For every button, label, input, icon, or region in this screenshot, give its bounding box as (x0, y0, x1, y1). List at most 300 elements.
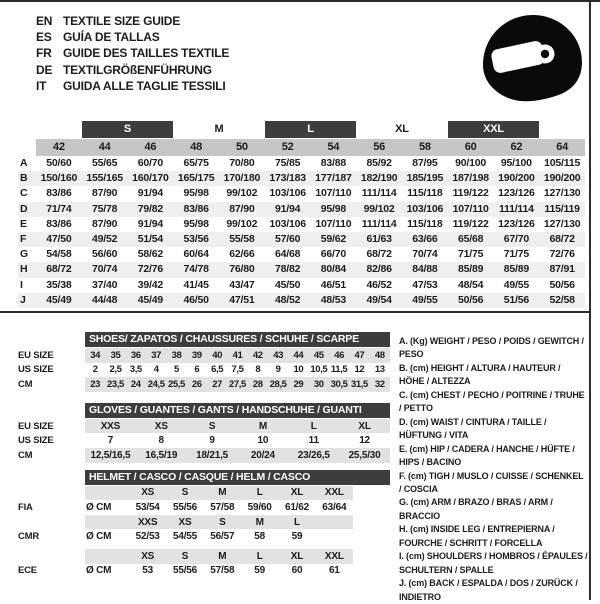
shoes-size-cell: 41 (232, 349, 243, 361)
size-value-cell: 105/115 (544, 157, 581, 169)
standard-label: ECE (18, 565, 37, 577)
measurement-row-E (18, 217, 585, 232)
size-value-cell: 103/106 (269, 217, 306, 230)
size-value-cell: 47/50 (46, 232, 72, 245)
legend-item: B. (cm) HEIGHT / ALTURA / HAUTEUR / HÖHE / ALTEZZA (399, 362, 561, 387)
shoes-size-cell: 4 (153, 364, 159, 376)
size-value-cell: 95/100 (500, 157, 532, 169)
size-value-cell: 71/74 (46, 202, 72, 215)
helmet-size-cell: XL (290, 487, 304, 499)
legend-item: A. (Kg) WEIGHT / PESO / POIDS / GEWITCH / PESO (399, 336, 584, 360)
size-value-cell: 95/98 (183, 217, 209, 230)
helmet-size-cell: S (219, 516, 226, 528)
size-value-cell: 72/76 (549, 248, 575, 261)
size-header-cell: 60 (448, 139, 494, 156)
size-value-cell: 46/50 (183, 293, 209, 306)
size-value-cell: 111/114 (361, 217, 397, 230)
helmet-size-cell: S (181, 550, 189, 562)
size-value-cell: 71/75 (503, 248, 530, 261)
guide-title-row (36, 78, 229, 94)
size-value-cell: 45/49 (46, 293, 72, 306)
measurement-row-B (18, 171, 585, 186)
size-value-cell: 187/198 (452, 172, 489, 185)
guide-title-row (36, 13, 229, 29)
fia-sizes (85, 486, 353, 501)
gloves-us-row (18, 433, 390, 448)
shoes-size-cell: 3,5 (129, 364, 142, 376)
shoes-size-cell: 45 (313, 349, 324, 361)
shoes-size-cell: 48 (374, 349, 385, 361)
row-label: CM (18, 449, 33, 461)
size-value-cell: 58/62 (137, 248, 164, 261)
measurement-rows (18, 156, 585, 308)
shoes-size-cell: 12 (354, 364, 365, 376)
size-value-cell: 46/52 (366, 278, 392, 291)
shoes-size-cell: 46 (334, 349, 344, 361)
size-value-cell: 115/118 (407, 217, 443, 230)
size-header-cell: 62 (494, 139, 540, 156)
size-value-cell: 71/75 (457, 248, 484, 261)
gloves-size-cell: 16,5/19 (145, 449, 178, 461)
gloves-size-cell: XL (358, 420, 371, 432)
gloves-cm-cells (85, 448, 390, 463)
helmet-value-cell: 57/58 (210, 565, 235, 577)
shoes-size-cell: 43 (273, 349, 283, 361)
shoes-size-cell: 27 (212, 378, 223, 390)
size-value-cell: 68/72 (366, 248, 392, 261)
size-value-cell: 68/72 (549, 232, 575, 245)
size-value-cell: 91/94 (137, 217, 164, 230)
size-value-cell: 87/90 (229, 202, 255, 215)
size-value-cell: 75/85 (274, 157, 301, 169)
size-value-cell: 83/86 (46, 217, 72, 230)
legend-item: G. (cm) ARM / BRAZO / BRAS / ARM / BRACCIO (399, 497, 553, 521)
size-value-cell: 79/82 (137, 202, 164, 215)
size-value-cell: 111/114 (498, 202, 534, 215)
shoes-us-row (18, 363, 390, 378)
shoes-size-cell: 7,5 (231, 364, 244, 376)
cmr-sizes-row (18, 515, 390, 530)
size-value-cell: 173/183 (269, 172, 306, 185)
helmet-size-cell: M (218, 550, 227, 562)
size-value-cell: 87/90 (91, 187, 118, 200)
size-value-cell: 84/88 (412, 263, 438, 276)
size-value-cell: 51/56 (503, 293, 530, 306)
size-value-cell: 62/66 (229, 248, 255, 261)
size-value-cell: 52/58 (549, 293, 575, 306)
size-value-cell: 70/74 (412, 248, 438, 261)
size-value-cell: 66/70 (320, 248, 347, 261)
shoes-size-table (18, 332, 390, 392)
measurement-row-G (18, 247, 585, 262)
helmet-size-cell: L (256, 550, 263, 562)
section-divider-line (0, 311, 591, 313)
size-value-cell: 119/122 (452, 187, 489, 200)
row-label: E (20, 217, 27, 230)
size-value-cell: 49/54 (366, 293, 392, 306)
size-value-cell: 51/54 (137, 232, 164, 245)
group-row-spacer (539, 121, 585, 138)
shoes-size-cell: 25,5 (168, 378, 185, 390)
size-value-cell: 83/86 (183, 202, 209, 215)
gloves-size-cell: 11 (308, 435, 319, 447)
size-value-cell: 50/56 (549, 278, 575, 291)
size-value-cell: 103/106 (269, 187, 306, 200)
gloves-size-cell: XXS (100, 420, 121, 432)
gloves-size-cell: 18/21,5 (196, 449, 229, 461)
size-value-cell: 87/91 (549, 263, 575, 276)
size-header-cell: 44 (82, 139, 128, 156)
helmet-table-title: HELMET / CASCO / CASQUE / HELM / CASCO (85, 470, 390, 485)
racing-helmet-icon (479, 12, 587, 106)
size-value-cell: 48/52 (274, 293, 301, 306)
size-header-cell: 42 (36, 139, 82, 156)
shoes-size-cell: 32 (374, 378, 385, 390)
size-value-cell: 190/200 (498, 172, 535, 185)
legend-item: C. (cm) CHEST / PECHO / POITRINE / TRUHE / PETTO (399, 389, 585, 414)
ece-values (85, 564, 353, 579)
fia-sizes-row (18, 486, 390, 501)
size-header-cell: 56 (356, 139, 402, 156)
helmet-value-cell: 57/58 (210, 501, 235, 513)
gloves-size-cell: 12,5/16,5 (90, 449, 131, 461)
helmet-value-cell: 58 (254, 531, 266, 543)
size-group-M: M (214, 123, 224, 135)
size-value-cell: 37/40 (91, 278, 118, 291)
gloves-size-table (18, 403, 390, 463)
fia-values-row (18, 500, 390, 515)
helmet-size-cell: XXS (137, 516, 158, 528)
guide-title-row (36, 62, 229, 78)
size-value-cell: 65/75 (183, 157, 209, 169)
size-value-cell: 160/170 (132, 172, 169, 185)
size-value-cell: 70/74 (91, 263, 118, 276)
ece-sizes (85, 549, 353, 564)
shoes-size-cell: 26 (191, 378, 202, 390)
size-value-cell: 76/80 (229, 263, 255, 276)
measurement-row-J (18, 293, 585, 308)
row-label: G (20, 248, 28, 261)
helmet-value-cell: 63/64 (322, 501, 347, 513)
shoes-eu-cells (85, 348, 390, 363)
legend-item: I. (cm) SHOULDERS / HOMBROS / ÉPAULES / SCHULTERN / SPALLE (399, 551, 588, 575)
gloves-size-cell: 7 (107, 435, 114, 447)
row-label: CM (18, 378, 33, 390)
gloves-size-cell: 8 (158, 435, 164, 447)
size-header-cells (36, 139, 585, 156)
helmet-value-cell: 56/57 (210, 531, 235, 543)
size-value-cell: 63/66 (412, 232, 438, 245)
size-value-cell: 111/114 (361, 187, 397, 200)
shoes-eu-row (18, 348, 390, 363)
guide-title-row (36, 45, 229, 61)
helmet-size-cell: XXL (324, 550, 344, 562)
gloves-size-cell: XS (154, 420, 168, 432)
diameter-unit: Ø CM (86, 531, 112, 543)
gloves-size-cell: 20/24 (250, 449, 275, 461)
shoes-size-cell: 31,5 (350, 378, 368, 390)
measurement-row-I (18, 278, 585, 293)
shoes-size-cell: 35 (110, 349, 121, 361)
size-value-cell: 83/88 (320, 157, 347, 169)
size-value-cell: 99/102 (226, 187, 258, 200)
size-header-row (18, 139, 585, 156)
shoes-size-cell: 28,5 (269, 378, 287, 390)
size-value-cell: 123/126 (498, 217, 535, 230)
size-value-cell: 95/98 (183, 187, 209, 200)
helmet-value-cell: 53/54 (135, 501, 160, 513)
helmet-value-cell: 52/53 (135, 531, 160, 543)
size-value-cell: 61/63 (366, 232, 392, 245)
gloves-size-cell: 12 (359, 435, 370, 447)
size-value-cell: 115/118 (407, 187, 443, 200)
shoes-size-cell: 9 (275, 364, 281, 376)
size-value-cell: 60/64 (183, 248, 209, 261)
size-group-XXL: XXL (448, 121, 540, 138)
row-label: D (20, 202, 28, 215)
size-value-cell: 45/49 (137, 293, 164, 306)
size-value-cell: 45/50 (274, 278, 301, 291)
helmet-size-cell: XS (141, 487, 155, 499)
size-value-cell: 72/76 (137, 263, 164, 276)
cmr-values (85, 529, 353, 544)
size-value-cell: 99/102 (226, 217, 258, 230)
size-value-cell: 49/55 (412, 293, 438, 306)
size-value-cell: 91/94 (274, 202, 301, 215)
shoes-size-cell: 2,5 (109, 364, 122, 376)
shoes-size-cell: 42 (252, 349, 263, 361)
helmet-value-cell: 55/56 (172, 501, 197, 513)
language-code: IT (36, 78, 47, 93)
size-value-cell: 78/82 (274, 263, 301, 276)
size-value-cell: 60/70 (137, 157, 164, 169)
size-value-cell: 80/84 (320, 263, 347, 276)
size-value-cell: 107/110 (315, 187, 352, 200)
size-header-cell: 46 (128, 139, 174, 156)
legend-item: H. (cm) INSIDE LEG / ENTREPIERNA / FOURCHE / SCHRITT / FORCELLA (399, 524, 555, 548)
size-value-cell: 48/53 (320, 293, 347, 306)
size-header-label-spacer (18, 139, 36, 156)
size-value-cell: 170/180 (223, 172, 261, 185)
shoes-size-cell: 10 (293, 364, 304, 376)
shoes-size-cell: 6 (194, 364, 200, 376)
guide-title: GUÍA DE TALLAS (63, 30, 160, 45)
gloves-size-cell: L (310, 420, 317, 432)
guide-title: TEXTILE SIZE GUIDE (63, 14, 181, 28)
gloves-eu-cells (85, 419, 390, 434)
group-row-label-spacer (18, 121, 36, 138)
size-value-cell: 50/60 (46, 157, 72, 169)
size-value-cell: 47/51 (229, 293, 255, 306)
size-value-cell: 68/72 (46, 263, 72, 276)
legend-item: J. (cm) BACK / ESPALDA / DOS / ZURÜCK / INDIETRO (399, 578, 578, 602)
size-value-cell: 150/160 (40, 172, 78, 185)
cmr-sizes (85, 515, 353, 530)
top-frame-line (0, 0, 600, 2)
language-code: DE (36, 62, 53, 77)
size-value-cell: 55/58 (229, 232, 255, 245)
size-value-cell: 99/102 (363, 202, 395, 215)
standard-label: CMR (18, 531, 40, 543)
shoes-size-cell: 28 (252, 378, 263, 390)
textile-size-table (18, 121, 585, 308)
gloves-size-cell: S (208, 420, 216, 432)
size-value-cell: 59/62 (320, 232, 347, 245)
fia-values (85, 500, 353, 515)
size-value-cell: 49/55 (503, 278, 530, 291)
size-value-cell: 43/47 (229, 278, 255, 291)
size-value-cell: 41/45 (183, 278, 209, 291)
shoes-size-cell: 40 (212, 349, 223, 361)
size-value-cell: 87/90 (91, 217, 118, 230)
size-value-cell: 155/165 (86, 172, 123, 185)
size-value-cell: 50/56 (457, 293, 484, 306)
row-label: H (20, 263, 28, 276)
size-value-cell: 46/51 (320, 278, 347, 291)
measurement-row-C (18, 186, 585, 201)
shoes-size-cell: 38 (171, 349, 182, 361)
helmet-size-cell: XS (141, 550, 155, 562)
row-label: EU SIZE (18, 349, 54, 361)
helmet-value-cell: 53 (142, 565, 154, 577)
size-header-cell: 48 (173, 139, 219, 156)
size-value-cell: 127/130 (543, 187, 581, 200)
measurement-row-A (18, 156, 585, 171)
row-label: I (20, 278, 23, 291)
legend-item: E. (cm) HIP / CADERA / HANCHE / HÜFTE / HIPS / BACINO (399, 443, 575, 468)
gloves-size-cell: 25,5/30 (348, 449, 381, 461)
helmet-value-cell: 55/56 (172, 565, 197, 577)
size-value-cell: 182/190 (360, 172, 398, 185)
helmet-size-cell: L (294, 516, 300, 528)
gloves-cm-row (18, 448, 390, 463)
helmet-value-cell: 59/60 (247, 501, 272, 513)
size-value-cell: 67/70 (503, 232, 530, 245)
size-value-cell: 103/106 (406, 202, 444, 215)
shoes-table-title: SHOES/ ZAPATOS / CHAUSSURES / SCHUHE / SCARPE (85, 332, 390, 347)
shoes-size-cell: 30 (313, 378, 324, 390)
helmet-value-cell: 54/55 (172, 531, 197, 543)
diameter-unit: Ø CM (86, 501, 112, 513)
shoes-size-cell: 6,5 (211, 364, 224, 376)
helmet-value-cell (316, 531, 353, 542)
size-value-cell: 91/94 (137, 187, 164, 200)
shoes-size-cell: 34 (90, 349, 101, 361)
shoes-cm-row (18, 377, 390, 392)
helmet-size-cell (316, 517, 353, 528)
size-header-cell: 54 (311, 139, 357, 156)
size-value-cell: 107/110 (452, 202, 489, 215)
gloves-size-cell: 23/26,5 (297, 449, 330, 461)
measurement-row-H (18, 262, 585, 277)
gloves-size-cell: 9 (209, 435, 215, 447)
shoes-size-cell: 44 (293, 349, 304, 361)
helmet-value-cell: 61/62 (284, 501, 309, 513)
size-group-row (18, 121, 585, 138)
helmet-value-cell: 60 (291, 565, 303, 577)
size-value-cell: 85/89 (503, 263, 530, 276)
size-header-cell: 64 (539, 139, 585, 156)
shoes-cm-cells (85, 377, 390, 392)
shoes-size-cell: 2 (92, 364, 98, 376)
size-value-cell: 83/86 (46, 187, 72, 200)
helmet-value-cell: 59 (291, 531, 303, 543)
size-value-cell: 74/78 (183, 263, 209, 276)
row-label: B (20, 172, 28, 185)
size-value-cell: 56/60 (91, 248, 118, 261)
shoes-size-cell: 30,5 (330, 378, 348, 390)
helmet-size-cell: XXL (324, 487, 344, 499)
shoes-size-cell: 11,5 (330, 364, 348, 376)
shoes-size-cell: 36 (130, 349, 141, 361)
size-value-cell: 90/100 (455, 157, 487, 169)
shoes-size-cell: 24,5 (147, 378, 165, 390)
size-value-cell: 115/119 (544, 202, 580, 215)
gloves-eu-row (18, 419, 390, 434)
size-value-cell: 85/89 (457, 263, 484, 276)
size-value-cell: 82/86 (366, 263, 392, 276)
shoes-size-cell: 5 (174, 364, 179, 376)
size-value-cell: 35/38 (46, 278, 72, 291)
helmet-size-table (18, 470, 390, 579)
size-value-cell: 87/95 (412, 157, 438, 169)
language-code: EN (36, 14, 53, 28)
size-value-cell: 165/175 (177, 172, 215, 185)
helmet-value-cell: 61 (328, 565, 340, 577)
helmet-value-cell: 59 (254, 565, 266, 577)
size-value-cell: 95/98 (320, 202, 347, 215)
size-value-cell: 64/68 (274, 248, 301, 261)
right-frame-line (589, 0, 591, 600)
measurement-row-F (18, 232, 585, 247)
size-group-XL: XL (395, 123, 409, 135)
legend-item: F. (cm) TIGH / MUSLO / CUISSE / SCHENKEL / COSCIA (399, 470, 584, 494)
row-label: US SIZE (18, 435, 54, 447)
ece-sizes-row (18, 549, 390, 564)
helmet-size-cell: XS (178, 516, 192, 528)
measurement-row-D (18, 202, 585, 217)
size-value-cell: 55/65 (91, 157, 118, 169)
gloves-size-cell: M (258, 420, 267, 432)
shoes-size-cell: 37 (151, 349, 162, 361)
cmr-values-row (18, 529, 390, 544)
size-value-cell: 44/48 (91, 293, 118, 306)
diameter-unit: Ø CM (86, 565, 112, 577)
size-value-cell: 85/92 (366, 157, 392, 169)
language-code: ES (36, 30, 52, 45)
guide-title-row (36, 29, 229, 45)
row-label: A (20, 157, 28, 169)
size-value-cell: 127/130 (543, 217, 581, 230)
helmet-size-cell: XL (290, 550, 304, 562)
size-value-cell: 49/52 (91, 232, 118, 245)
helmet-header-row (18, 470, 390, 485)
size-value-cell: 185/195 (406, 172, 444, 185)
size-value-cell: 107/110 (315, 217, 352, 230)
size-value-cell: 75/78 (91, 202, 118, 215)
size-value-cell: 123/126 (498, 187, 535, 200)
gloves-size-cell: 10 (257, 435, 269, 447)
helmet-size-cell: S (181, 487, 189, 499)
shoes-size-cell: 24 (130, 378, 141, 390)
row-label: US SIZE (18, 364, 54, 376)
group-row-spacer (36, 121, 82, 138)
shoes-size-cell: 47 (354, 349, 365, 361)
shoes-size-cell: 13 (374, 364, 385, 376)
size-value-cell: 177/187 (315, 172, 352, 185)
shoes-size-cell: 23 (90, 378, 101, 390)
row-label: EU SIZE (18, 420, 54, 432)
